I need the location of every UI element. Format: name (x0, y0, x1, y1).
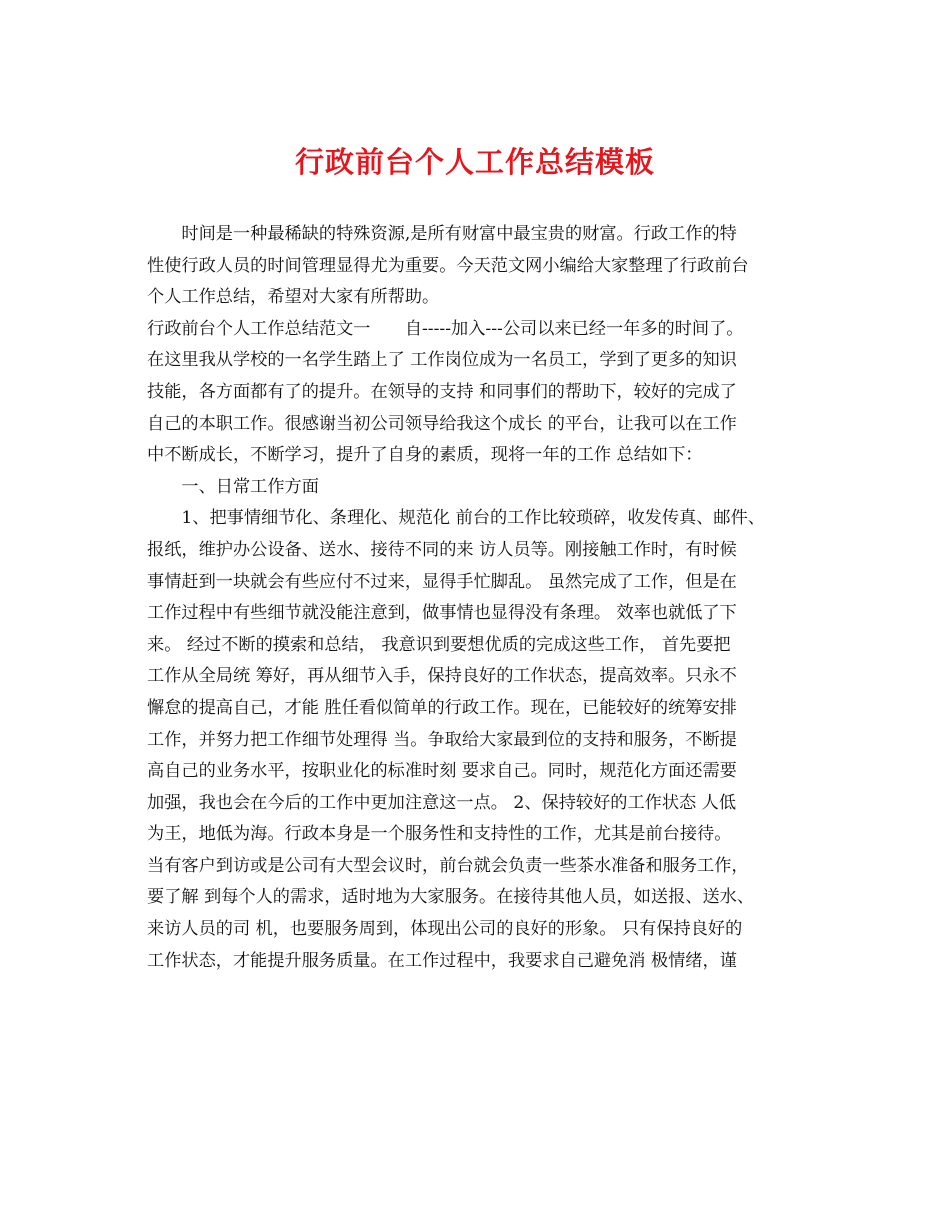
paragraph-line: 在这里我从学校的一名学生踏上了 工作岗位成为一名员工，学到了更多的知识 (147, 350, 737, 371)
paragraph-line: 来。 经过不断的摸索和总结， 我意识到要想优质的完成这些工作， 首先要把 (147, 634, 731, 655)
paragraph-line: 报纸，维护办公设备、送水、接待不同的来 访人员等。刚接触工作时，有时候 (147, 539, 737, 560)
paragraph-line: 行政前台个人工作总结范文一 自-----加入---公司以来已经一年多的时间了。 (147, 318, 744, 339)
paragraph-line: 自己的本职工作。很感谢当初公司领导给我这个成长 的平台，让我可以在工作 (147, 413, 737, 434)
paragraph-line: 事情赶到一块就会有些应付不过来，显得手忙脚乱。 虽然完成了工作，但是在 (147, 571, 737, 592)
paragraph-line: 中不断成长，不断学习，提升了自身的素质，现将一年的工作 总结如下： (147, 445, 703, 466)
paragraph-line: 懈怠的提高自己，才能 胜任看似简单的行政工作。现在，已能较好的统筹安排 (147, 697, 737, 718)
paragraph-line: 一、日常工作方面 (147, 476, 319, 497)
paragraph-line: 加强，我也会在今后的工作中更加注意这一点。 2、保持较好的工作状态 人低 (147, 792, 737, 813)
paragraph-line: 时间是一种最稀缺的特殊资源,是所有财富中最宝贵的财富。行政工作的特 (147, 224, 737, 244)
document-title: 行政前台个人工作总结模板 (294, 145, 655, 179)
paragraph-line: 来访人员的司 机，也要服务周到，体现出公司的良好的形象。 只有保持良好的 (147, 919, 743, 940)
paragraph-line: 高自己的业务水平，按职业化的标准时刻 要求自己。同时，规范化方面还需要 (147, 761, 737, 782)
paragraph-line: 工作状态，才能提升服务质量。在工作过程中，我要求自己避免消 极情绪，谨 (147, 950, 737, 971)
paragraph-line: 当有客户到访或是公司有大型会议时，前台就会负责一些茶水准备和服务工作， (147, 855, 749, 876)
paragraph-line: 工作过程中有些细节就没能注意到，做事情也显得没有条理。 效率也就低了下 (147, 603, 737, 624)
paragraph-line: 1、把事情细节化、条理化、规范化 前台的工作比较琐碎，收发传真、邮件、 (147, 508, 765, 529)
paragraph-line: 个人工作总结，希望对大家有所帮助。 (147, 287, 440, 308)
paragraph-line: 要了解 到每个人的需求，适时地为大家服务。在接待其他人员，如送报、送水、 (147, 887, 755, 908)
paragraph-line: 工作从全局统 筹好，再从细节入手，保持良好的工作状态，提高效率。只永不 (147, 666, 737, 687)
paragraph-line: 为王，地低为海。行政本身是一个服务性和支持性的工作，尤其是前台接待。 (147, 824, 732, 845)
paragraph-line: 工作，并努力把工作细节处理得 当。争取给大家最到位的支持和服务，不断提 (147, 729, 737, 750)
paragraph-line: 性使行政人员的时间管理显得尤为重要。今天范文网小编给大家整理了行政前台 (147, 255, 749, 276)
document-body (147, 219, 827, 977)
paragraph-line: 技能，各方面都有了的提升。在领导的支持 和同事们的帮助下，较好的完成了 (147, 381, 737, 402)
